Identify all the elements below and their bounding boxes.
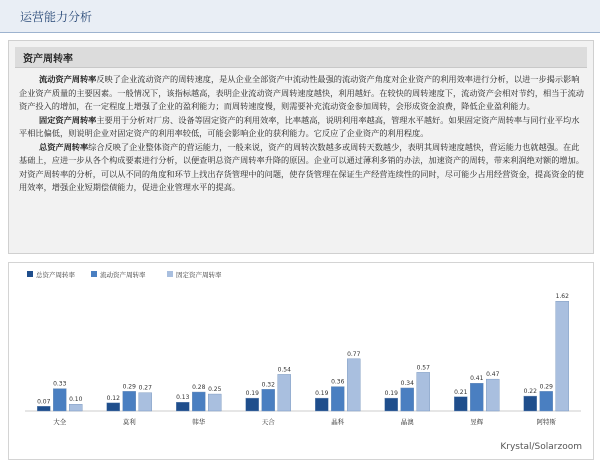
paragraph-term: 总资产周转率 bbox=[39, 141, 89, 152]
chart-bar bbox=[53, 389, 66, 411]
chart-bar bbox=[385, 398, 398, 411]
data-label: 1.62 bbox=[555, 293, 569, 301]
data-label: 0.19 bbox=[245, 390, 259, 398]
data-label: 0.13 bbox=[176, 394, 190, 402]
chart-bar bbox=[540, 391, 553, 411]
chart-bar bbox=[192, 392, 205, 411]
data-label: 0.47 bbox=[486, 371, 500, 379]
data-label: 0.34 bbox=[400, 379, 414, 387]
chart-bar bbox=[470, 383, 483, 411]
legend-label: 流动资产周转率 bbox=[100, 271, 146, 279]
legend-swatch bbox=[167, 271, 173, 277]
chart-bar bbox=[37, 406, 50, 411]
x-tick-label: 昱辉 bbox=[470, 418, 484, 426]
data-label: 0.12 bbox=[106, 394, 120, 402]
data-label: 0.25 bbox=[208, 386, 222, 394]
x-tick-label: 大全 bbox=[53, 418, 67, 426]
x-tick-label: 阿特斯 bbox=[536, 418, 556, 426]
chart-bar bbox=[107, 403, 120, 411]
data-label: 0.10 bbox=[69, 396, 83, 404]
x-tick-label: 晶澳 bbox=[400, 418, 414, 426]
chart-bar bbox=[486, 379, 499, 411]
data-label: 0.32 bbox=[261, 381, 275, 389]
paragraph-total-asset bbox=[19, 141, 585, 195]
section-heading-bar bbox=[15, 47, 587, 68]
data-label: 0.27 bbox=[138, 384, 152, 392]
paragraph-term: 流动资产周转率 bbox=[39, 74, 97, 84]
section-body bbox=[19, 73, 585, 195]
data-label: 0.29 bbox=[539, 383, 553, 391]
chart-bar bbox=[454, 397, 467, 411]
chart-bar bbox=[417, 372, 430, 411]
chart-bar bbox=[347, 359, 360, 411]
data-label: 0.29 bbox=[122, 383, 136, 391]
paragraph-text: 主要用于分析对厂房、设备等固定资产的利用效率，比率越高，说明利用率越高，管理水平越好。如果固定资产周转率与同行业平均水平相比偏低，则说明企业对固定资产的利用率较低，可能会影响企业的获利能力。它反应了企业资产的利用程度。 bbox=[19, 114, 580, 138]
x-tick-label: 韩华 bbox=[192, 418, 206, 426]
chart-bar bbox=[524, 396, 537, 411]
chart-svg bbox=[9, 263, 593, 459]
data-label: 0.54 bbox=[277, 366, 291, 374]
chart-bar bbox=[278, 374, 291, 411]
legend-swatch bbox=[91, 271, 97, 277]
chart-bar bbox=[139, 393, 152, 411]
paragraph-text: 反映了企业流动资产的周转速度，是从企业全部资产中流动性最强的流动资产角度对企业资产的利用效率进行分析，以进一步揭示影响企业资产质量的主要因素。一般情况下，该指标越高，表明企业流动资产周转速度越快，利用越好。在较快的周转速度下，流动资产会相对节约，相当于流动资产投入的增加，在一定程度上增强了企业的盈利能力；而周转速度慢，则需要补充流动资金参加周转，会形成资金浪费，降低企业盈利能力。 bbox=[19, 74, 584, 111]
data-label: 0.21 bbox=[454, 388, 468, 396]
data-label: 0.77 bbox=[347, 350, 361, 358]
top-bar bbox=[0, 0, 600, 33]
chart-bar bbox=[176, 402, 189, 411]
data-label: 0.07 bbox=[37, 398, 51, 406]
x-tick-label: 莫利 bbox=[122, 418, 136, 426]
x-tick-label: 晶科 bbox=[331, 418, 345, 426]
chart-bar bbox=[401, 388, 414, 411]
data-label: 0.28 bbox=[192, 384, 206, 392]
content-panel bbox=[8, 40, 594, 254]
data-label: 0.36 bbox=[331, 378, 345, 386]
chart-bar bbox=[69, 404, 82, 411]
chart-bar bbox=[315, 398, 328, 411]
section-heading: 资产周转率 bbox=[23, 54, 73, 65]
chart-bar bbox=[331, 387, 344, 411]
legend-label: 总资产周转率 bbox=[36, 271, 75, 279]
paragraph-fixed-asset bbox=[19, 114, 585, 141]
data-label: 0.41 bbox=[470, 375, 484, 383]
x-tick-label: 天合 bbox=[261, 418, 275, 426]
paragraph-text: 综合反映了企业整体资产的营运能力，一般来说，资产的周转次数越多或周转天数越少，表明其周转速度越快，营运能力也就越强。在此基础上，应进一步从各个构成要素进行分析，以便查明总资产周转率升降的原因。企业可以通过薄利多销的办法，加速资产的周转，带来利润绝对额的增加。对资产周转率的分析，可以从不同的角度和环节上找出存货管理中的问题，使存货管理在保证生产经营连续性的同时，尽可能少占用经营资金，提高资金的使用效率，增强企业短期偿债能力，促进企业管理水平的提高。 bbox=[19, 141, 584, 192]
page-title: 运营能力分析 bbox=[20, 10, 93, 24]
legend-label: 固定资产周转率 bbox=[176, 271, 222, 279]
data-label: 0.33 bbox=[53, 380, 67, 388]
data-label: 0.22 bbox=[523, 388, 537, 396]
chart-bar bbox=[262, 389, 275, 411]
chart-bar bbox=[556, 301, 569, 411]
watermark: Krystal/Solarzoom bbox=[500, 442, 582, 452]
chart-bar bbox=[246, 398, 259, 411]
chart-bar bbox=[123, 391, 136, 411]
data-label: 0.19 bbox=[315, 390, 329, 398]
paragraph-current-asset bbox=[19, 73, 585, 114]
turnover-chart bbox=[8, 262, 594, 460]
data-label: 0.19 bbox=[384, 390, 398, 398]
data-label: 0.57 bbox=[416, 364, 430, 372]
legend-swatch bbox=[27, 271, 33, 277]
chart-bar bbox=[208, 394, 221, 411]
paragraph-term: 固定资产周转率 bbox=[39, 114, 97, 125]
